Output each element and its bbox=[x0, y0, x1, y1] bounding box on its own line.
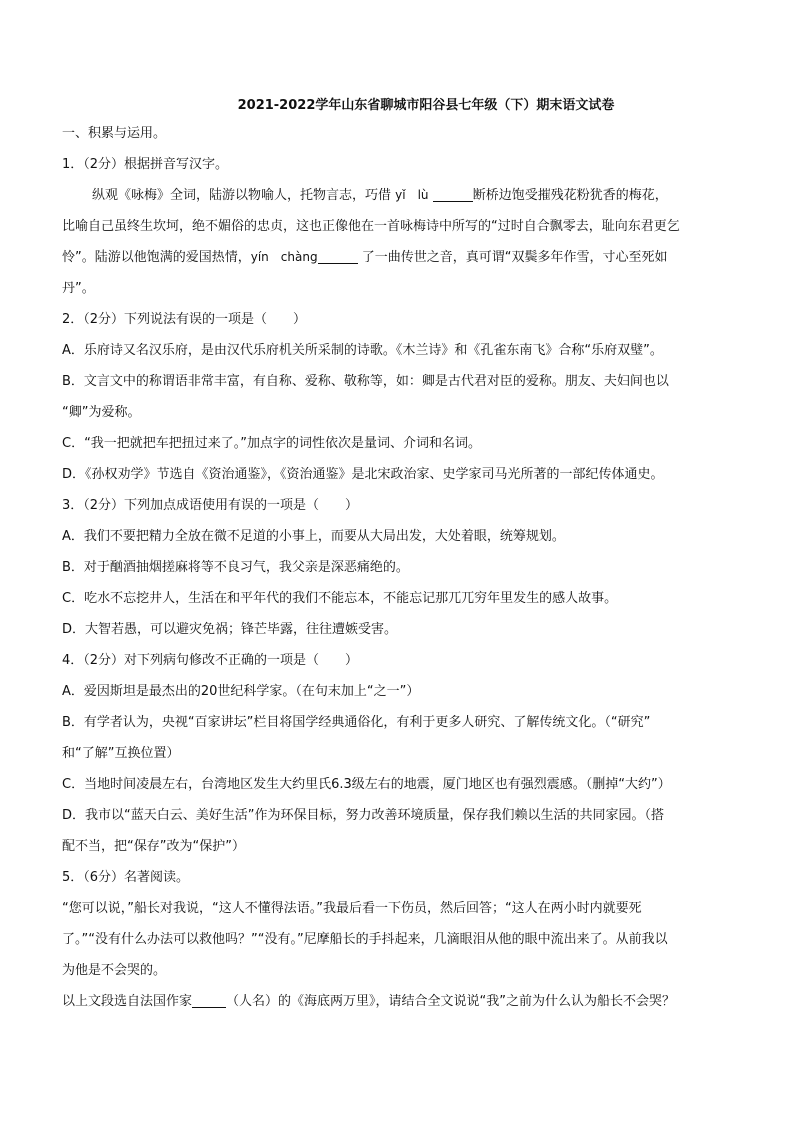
q3-option-d: D．大智若愚，可以避灾免祸；锋芒毕露，往往遭嫉受害。 bbox=[62, 622, 398, 637]
q5-heading: 5．（6分）名著阅读。 bbox=[62, 870, 190, 885]
answer-blank[interactable] bbox=[192, 993, 226, 1008]
q1-text-line bbox=[62, 242, 742, 273]
q1-heading: 1．（2分）根据拼音写汉字。 bbox=[62, 157, 229, 172]
q4-option-b-cont: 和“了解”互换位置） bbox=[62, 746, 180, 761]
q3-option-a: A．我们不要把精力全放在微不足道的小事上，而要从大局出发，大处着眼，统筹规划。 bbox=[62, 529, 565, 544]
q5-question-line bbox=[62, 986, 742, 1017]
q2-option-a: A．乐府诗又名汉乐府，是由汉代乐府机关所采制的诗歌。《木兰诗》和《孔雀东南飞》合称“乐府双璧”。 bbox=[62, 343, 663, 358]
q1-text: 了一曲传世之音，真可谓“双鬓多年作雪，寸心至死如 bbox=[361, 250, 668, 265]
q5-text: （人名）的《海底两万里》，请结合全文说说“我”之前为什么认为船长不会哭？ bbox=[226, 994, 675, 1009]
q4-heading: 4．（2分）对下列病句修改不正确的一项是（ ） bbox=[62, 653, 359, 668]
q2-option-d: D．《孙权劝学》节选自《资治通鉴》，《资治通鉴》是北宋政治家、史学家司马光所著的一部纪传体通史。 bbox=[62, 467, 664, 482]
q2-option-b: B．文言文中的称谓语非常丰富，有自称、爱称、敬称等，如：卿是古代君对臣的爱称。朋友、夫妇间也以 bbox=[62, 374, 669, 389]
q5-passage-line: “您可以说，”船长对我说，“这人不懂得法语。”我最后看一下伤员，然后回答；“这人在两小时内就要死 bbox=[62, 901, 642, 916]
q2-option-b-cont: “卿”为爱称。 bbox=[62, 405, 141, 420]
section-heading: 一、积累与运用。 bbox=[62, 126, 167, 141]
pinyin-prompt: yín chàng bbox=[250, 250, 318, 264]
q4-option-d: D．我市以“蓝天白云、美好生活”作为环保目标，努力改善环境质量，保存我们赖以生活的共同家园。（搭 bbox=[62, 808, 664, 823]
exam-page bbox=[62, 94, 742, 1017]
answer-blank[interactable] bbox=[318, 249, 358, 264]
q4-option-a: A．爱因斯坦是最杰出的20世纪科学家。（在句末加上“之一”） bbox=[62, 684, 420, 699]
q5-passage-line: 为他是不会哭的。 bbox=[62, 963, 167, 978]
answer-blank[interactable] bbox=[433, 187, 473, 202]
q2-option-c: C．“我一把就把车把扭过来了。”加点字的词性依次是量词、介词和名词。 bbox=[62, 436, 482, 451]
q1-text-line bbox=[62, 180, 742, 211]
q1-text: 断桥边饱受摧残花粉犹香的梅花， bbox=[472, 188, 668, 203]
q5-text: 以上文段选自法国作家 bbox=[62, 994, 193, 1009]
q1-text: 纵观《咏梅》全词，陆游以物喻人，托物言志，巧借 bbox=[92, 188, 392, 203]
q1-text: 怜”。陆游以他饱满的爱国热情， bbox=[62, 250, 251, 265]
pinyin-prompt: yǐ lù bbox=[395, 188, 429, 202]
q1-text-line: 丹”。 bbox=[62, 281, 95, 296]
q3-option-b: B．对于酗酒抽烟搓麻将等不良习气，我父亲是深恶痛绝的。 bbox=[62, 560, 409, 575]
q3-heading: 3．（2分）下列加点成语使用有误的一项是（ ） bbox=[62, 498, 359, 513]
q4-option-d-cont: 配不当，把“保存”改为“保护”） bbox=[62, 839, 245, 854]
q3-option-c: C．吃水不忘挖井人，生活在和平年代的我们不能忘本，不能忘记那兀兀穷年里发生的感人故事。 bbox=[62, 591, 618, 606]
q4-option-c: C．当地时间凌晨左右，台湾地区发生大约里氏6.3级左右的地震，厦门地区也有强烈震感。（删掉“大约”） bbox=[62, 777, 671, 792]
q5-passage-line: 了。”“没有什么办法可以救他吗？”“没有。”尼摩船长的手抖起来，几滴眼泪从他的眼中流出来了。从前我以 bbox=[62, 932, 668, 947]
q1-text-line: 比喻自己虽终生坎坷，绝不媚俗的忠贞，这也正像他在一首咏梅诗中所写的“过时自合飘零去，耻向东君更乞 bbox=[62, 219, 680, 234]
exam-title: 2021-2022学年山东省聊城市阳谷县七年级（下）期末语文试卷 bbox=[237, 98, 615, 113]
q4-option-b: B．有学者认为，央视“百家讲坛”栏目将国学经典通俗化，有利于更多人研究、了解传统文化。（“研究” bbox=[62, 715, 651, 730]
q2-heading: 2．（2分）下列说法有误的一项是（ ） bbox=[62, 312, 307, 327]
